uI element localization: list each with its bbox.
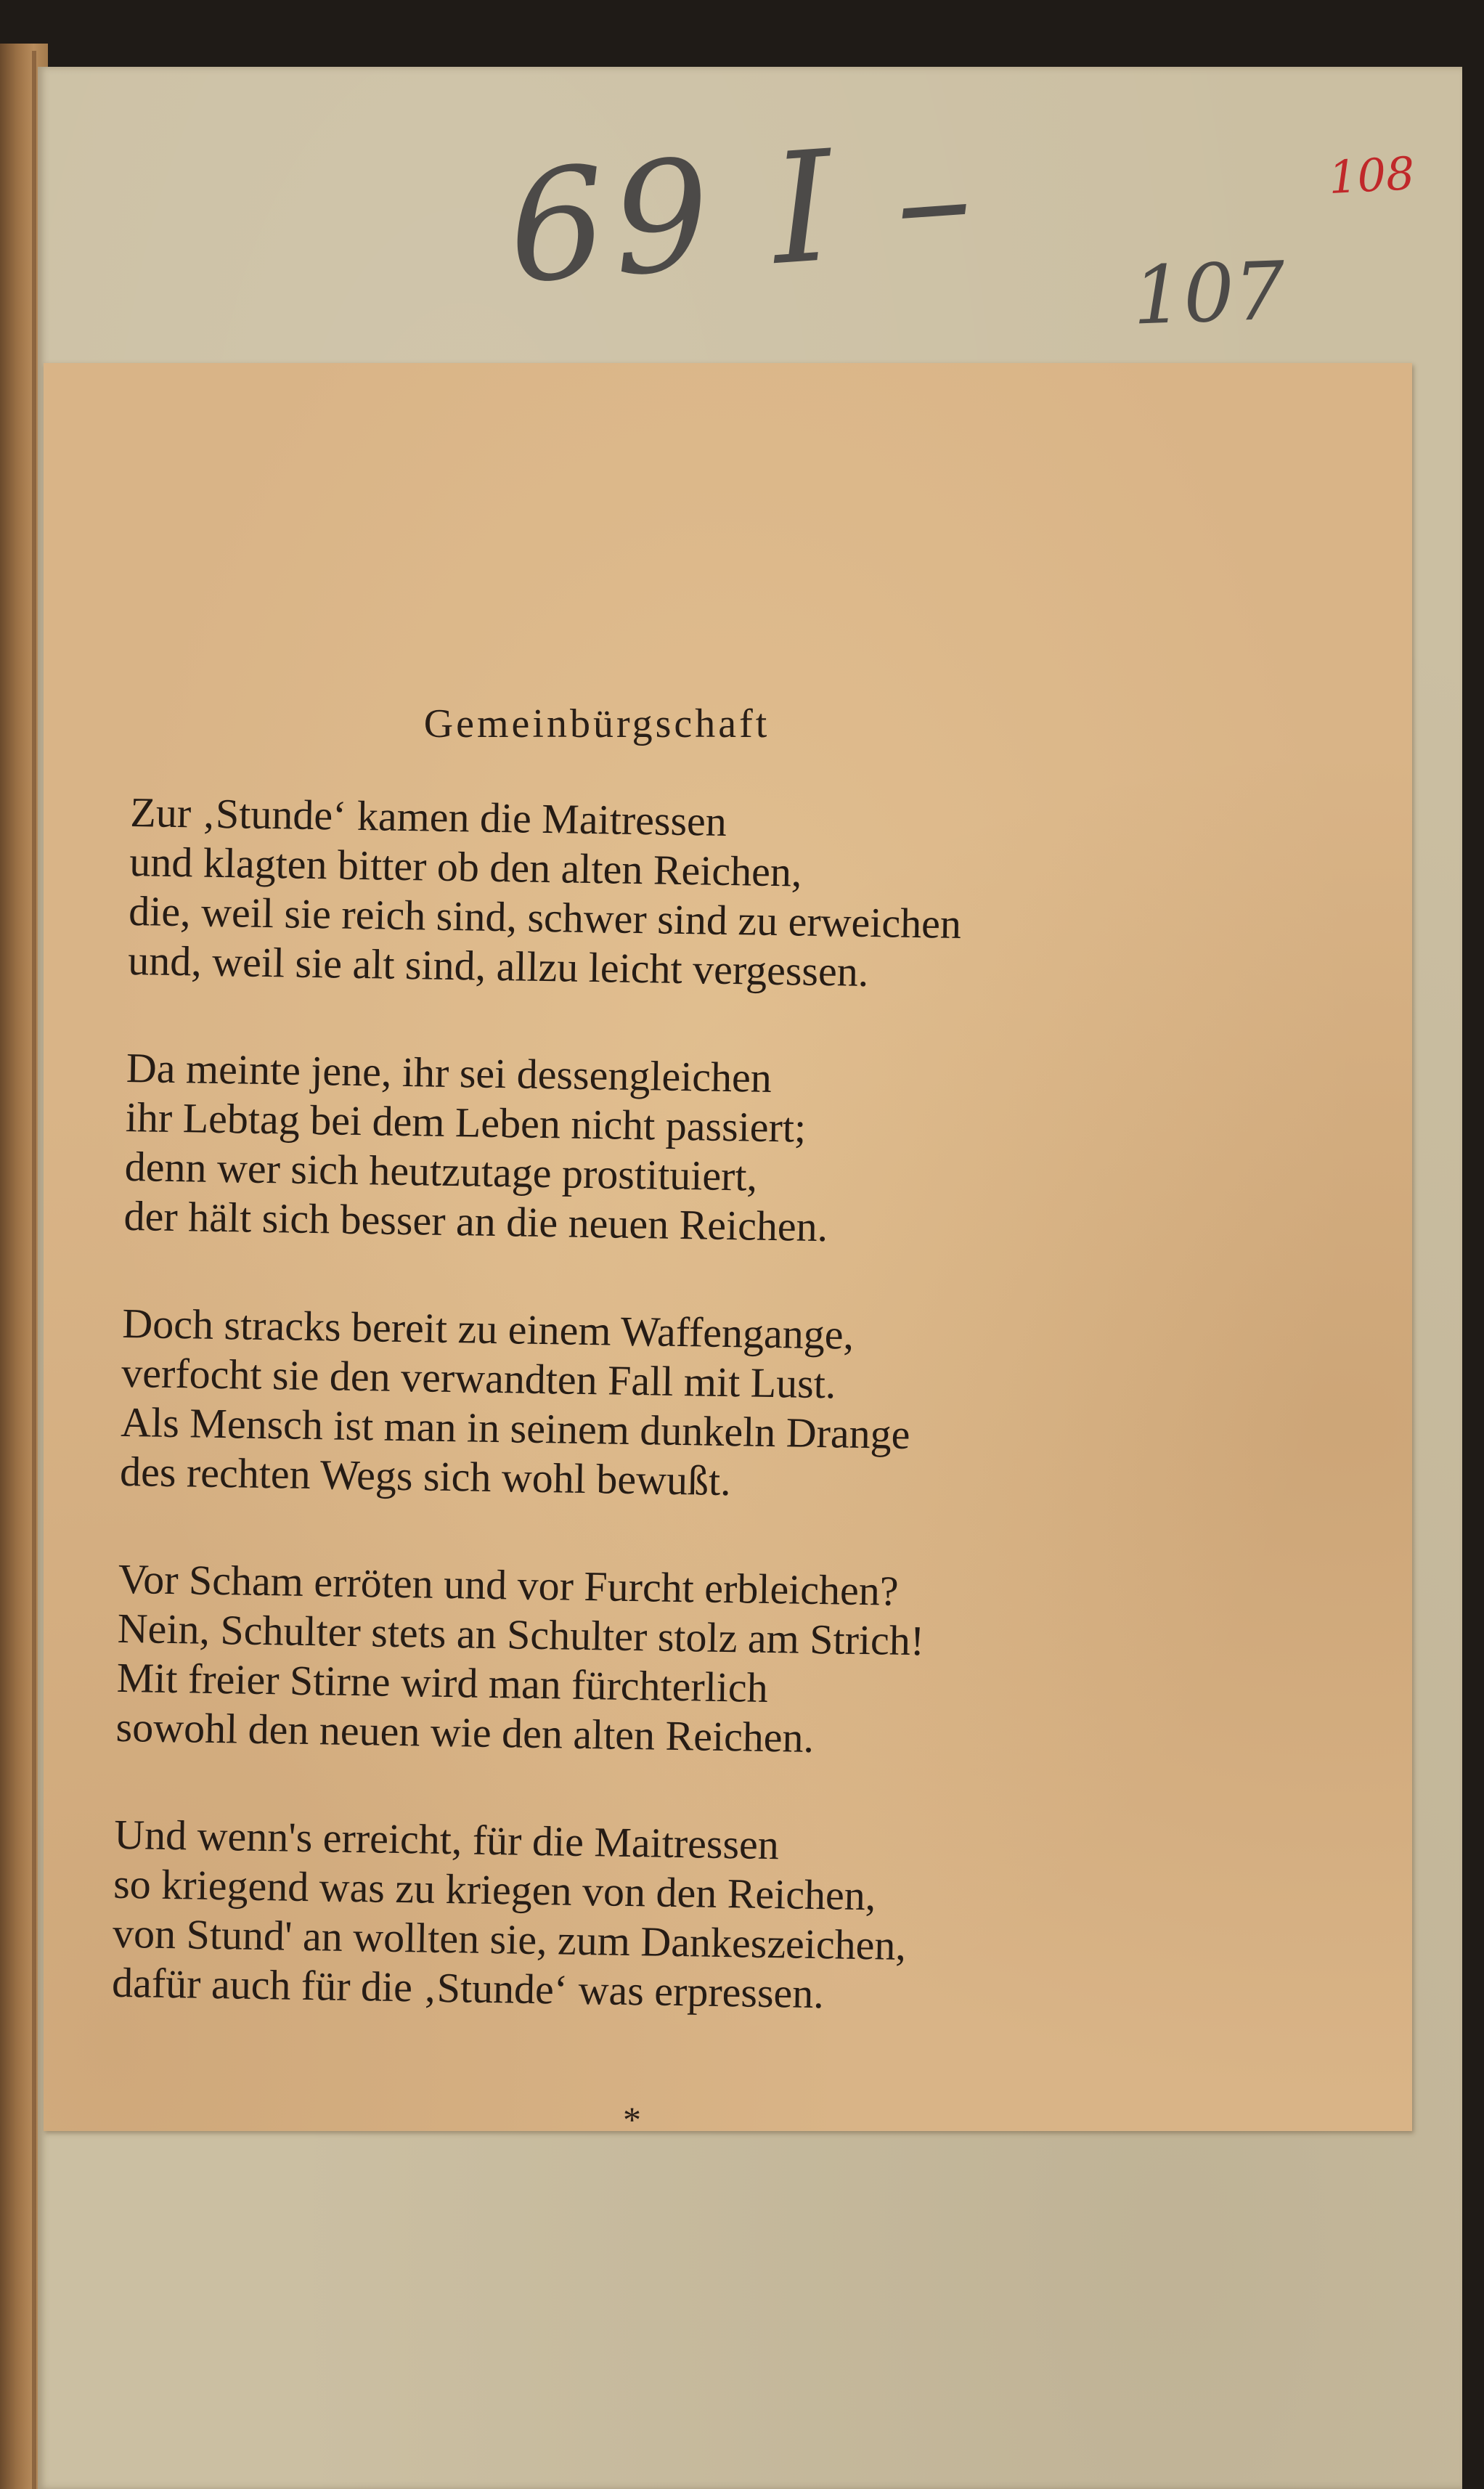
pencil-shelf-mark: 69 I – <box>502 107 985 318</box>
poem-body <box>110 788 1263 2083</box>
poem-line: Da meinte jene, ihr sei dessengleichen <box>126 1043 772 1101</box>
poem-line: der hält sich besser an die neuen Reichen. <box>123 1191 828 1251</box>
poem-line: die, weil sie reich sind, schwer sind zu erweichen <box>128 887 962 948</box>
poem-line: Vor Scham erröten und vor Furcht erbleichen? <box>118 1555 900 1615</box>
poem-line: Doch stracks bereit zu einem Waffengange, <box>121 1299 855 1358</box>
pencil-old-page-number: 107 <box>1130 244 1287 343</box>
poem-line: dafür auch für die ‚Stunde‘ was erpressen. <box>111 1958 825 2018</box>
poem-line: sowohl den neuen wie den alten Reichen. <box>115 1703 815 1761</box>
poem-line: des rechten Wegs sich wohl bewußt. <box>119 1447 732 1505</box>
stanza-4 <box>115 1555 1251 1769</box>
poem-line: Mit freier Stirne wird man fürchterlich <box>116 1653 769 1711</box>
poem-line: denn wer sich heutzutage prostituiert, <box>124 1142 758 1200</box>
stanza-3 <box>120 1299 1255 1514</box>
poem-line: von Stund' an wollten sie, zum Dankeszeichen, <box>112 1909 907 1969</box>
stanza-5 <box>112 1810 1247 2025</box>
red-folio-number: 108 <box>1327 146 1416 205</box>
stanza-2 <box>123 1043 1259 1258</box>
poem-line: Als Mensch ist man in seinem dunkeln Drange <box>120 1398 910 1458</box>
poem-line: verfocht sie den verwandten Fall mit Lust. <box>121 1348 836 1408</box>
poem-line: so kriegend was zu kriegen von den Reichen, <box>113 1859 876 1920</box>
separator-asterisk: * <box>623 2099 641 2140</box>
poem-line: Nein, Schulter stets an Schulter stolz am Strich! <box>117 1604 925 1665</box>
stanza-1 <box>128 788 1263 1003</box>
binding-edge <box>32 51 36 2489</box>
poem-line: ihr Lebtag bei dem Leben nicht passiert; <box>125 1093 807 1152</box>
poem-line: und klagten bitter ob den alten Reichen, <box>129 837 802 896</box>
poem-line: Und wenn's erreicht, für die Maitressen <box>113 1810 780 1869</box>
poem-line: Zur ‚Stunde‘ kamen die Maitressen <box>129 788 727 845</box>
poem-line: und, weil sie alt sind, allzu leicht vergessen. <box>127 936 869 995</box>
poem-title: Gemeinbürgschaft <box>423 701 770 746</box>
